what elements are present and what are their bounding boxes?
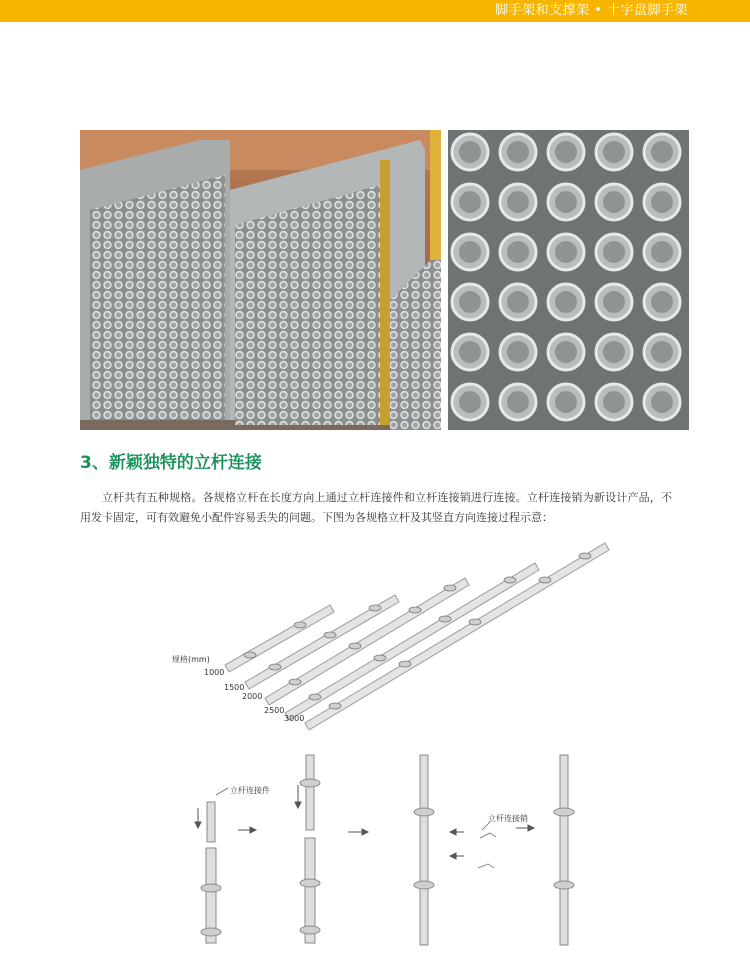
- header-bar: [0, 0, 750, 22]
- pin-icon: [480, 833, 496, 838]
- spec-2000: 2000: [242, 692, 263, 701]
- post-top-icon: [306, 755, 314, 830]
- post-sizes-diagram: [160, 530, 620, 730]
- spec-heading: 规格(mm): [172, 655, 210, 664]
- spec-2500: 2500: [264, 706, 285, 715]
- header-title: 脚手架和支撑架 • 十字盘脚手架: [495, 3, 688, 18]
- connector-part-icon: [207, 802, 215, 842]
- pin-label: 立杆连接销: [488, 814, 528, 823]
- scaffold-stack-photo: [80, 130, 441, 430]
- section-body: 立杆共有五种规格。各规格立杆在长度方向上通过立杆连接件和立杆连接销进行连接。立杆连接销为新设计产品，不用发卡固定，可有效避免小配件容易丢失的问题。下图为各规格立杆及其竖直方向连接过程示意：: [80, 491, 672, 524]
- post-3000-icon: [305, 543, 609, 730]
- spec-3000: 3000: [284, 714, 305, 723]
- spec-1500: 1500: [224, 683, 245, 692]
- section-title: 3、新颖独特的立杆连接: [80, 453, 262, 473]
- tube-ends-photo: [448, 130, 689, 430]
- joined-post-icon: [420, 755, 428, 945]
- connector-label: 立杆连接件: [230, 786, 270, 795]
- connection-process-diagram: [180, 750, 600, 950]
- spec-1000: 1000: [204, 668, 225, 677]
- pinned-post-icon: [560, 755, 568, 945]
